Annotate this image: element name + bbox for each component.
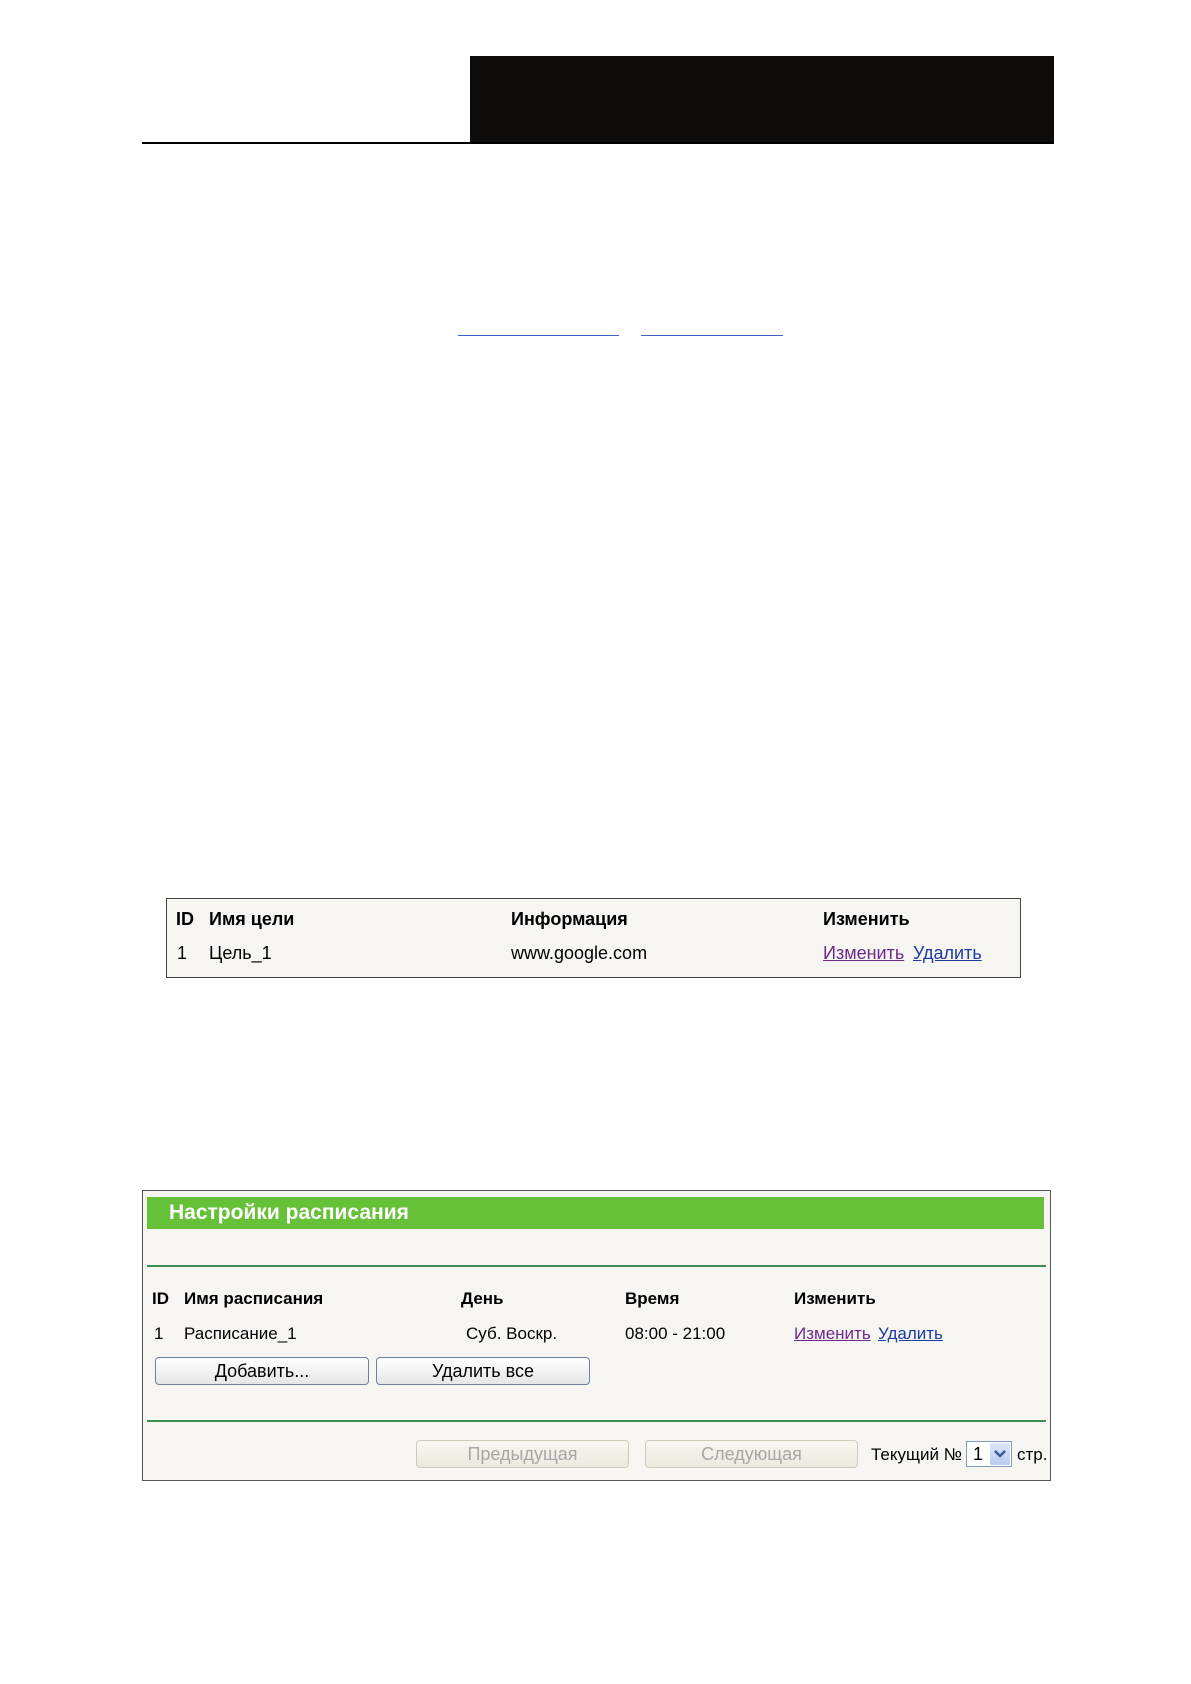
row-id: 1 [177,943,188,963]
delete-link[interactable]: Удалить [913,943,982,963]
row-info: www.google.com [511,943,648,963]
schedule-settings-panel [142,1190,1051,1481]
col-header-schedule-name: Имя расписания [184,1289,324,1308]
hyperlink-underline-2 [641,335,783,336]
row-day: Суб. Воскр. [466,1324,558,1343]
edit-link[interactable]: Изменить [794,1324,871,1343]
delete-link[interactable]: Удалить [878,1324,943,1343]
header-rule [142,142,1054,144]
col-header-id: ID [152,1289,169,1308]
divider-bottom [147,1420,1046,1422]
page-select-value: 1 [973,1444,984,1464]
chevron-down-icon[interactable] [990,1443,1010,1465]
add-button[interactable]: Добавить... [155,1357,369,1385]
page-suffix: стр. [1017,1445,1048,1464]
panel-title: Настройки расписания [147,1197,1044,1229]
page-select[interactable] [966,1441,1012,1467]
delete-all-button[interactable]: Удалить все [376,1357,590,1385]
row-target-name: Цель_1 [209,943,272,963]
col-header-id: ID [176,909,194,929]
col-header-target-name: Имя цели [209,909,295,929]
previous-page-button[interactable]: Предыдущая [416,1440,629,1468]
col-header-day: День [461,1289,504,1308]
col-header-time: Время [625,1289,680,1308]
divider-top [147,1265,1046,1267]
current-page-label: Текущий № [871,1445,962,1464]
header-black-bar [470,56,1054,142]
col-header-info: Информация [511,909,628,929]
row-schedule-name: Расписание_1 [184,1324,297,1343]
next-page-button[interactable]: Следующая [645,1440,858,1468]
edit-link[interactable]: Изменить [823,943,905,963]
col-header-modify: Изменить [823,909,910,929]
row-time: 08:00 - 21:00 [625,1324,726,1343]
hyperlink-underline-1 [458,335,619,336]
col-header-modify: Изменить [794,1289,876,1308]
target-list-panel [166,898,1021,978]
row-id: 1 [154,1324,164,1343]
